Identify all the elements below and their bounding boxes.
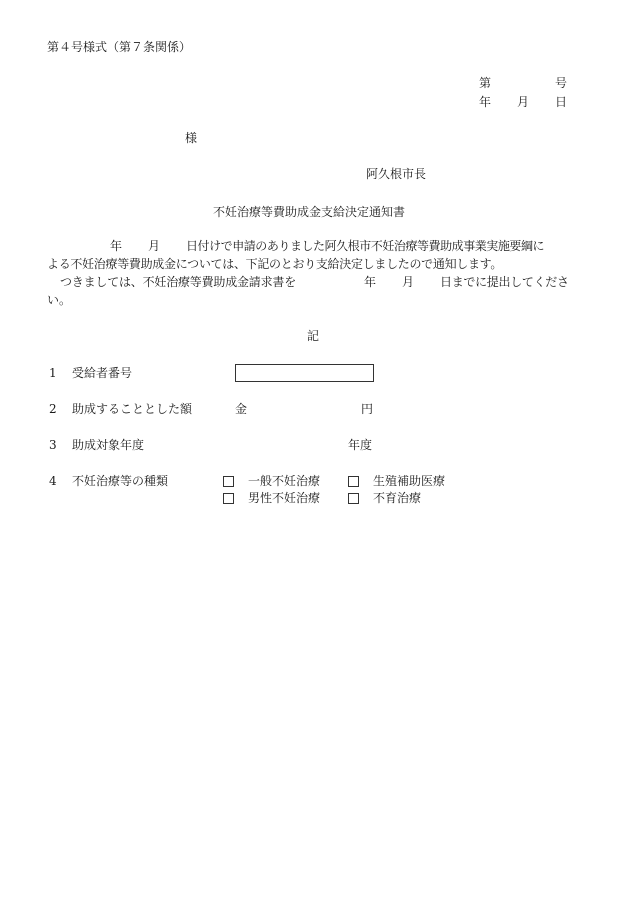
form-number: 第４号様式（第７条関係） — [47, 40, 192, 54]
addressee-suffix: 様 — [185, 131, 198, 145]
body-line3-start: つきましては、不妊治療等費助成金請求書を — [60, 275, 297, 289]
option-male-infertility-label: 男性不妊治療 — [248, 491, 321, 505]
body-line3-rest: 日までに提出してくださ — [440, 275, 569, 289]
checkbox-male-infertility[interactable] — [223, 493, 234, 504]
body-line1-rest: 日付けで申請のありました阿久根市不妊治療等費助成事業実施要綱に — [186, 239, 545, 253]
item-1-label: 受給者番号 — [72, 366, 133, 380]
issuer: 阿久根市長 — [366, 167, 427, 181]
checkbox-assisted-reproduction[interactable] — [348, 476, 359, 487]
body-line2: よる不妊治療等費助成金については、下記のとおり支給決定しましたので通知します。 — [47, 257, 503, 271]
item-4-label: 不妊治療等の種類 — [72, 474, 169, 488]
option-general-infertility-label: 一般不妊治療 — [248, 474, 321, 488]
item-3-label: 助成対象年度 — [72, 438, 145, 452]
body-line3-year: 年 — [364, 275, 377, 289]
doc-number-dai: 第 — [479, 76, 492, 90]
checkbox-general-infertility[interactable] — [223, 476, 234, 487]
item-4-number: 4 — [49, 474, 57, 488]
item-3-number: 3 — [49, 438, 57, 452]
date-day: 日 — [555, 95, 568, 109]
body-line1-month: 月 — [148, 239, 161, 253]
option-recurrent-pregnancy-loss-label: 不育治療 — [373, 491, 422, 505]
item-2-label: 助成することとした額 — [72, 402, 193, 416]
body-line3-month: 月 — [402, 275, 415, 289]
date-month: 月 — [517, 95, 530, 109]
document-title: 不妊治療等費助成金支給決定通知書 — [213, 205, 406, 219]
doc-number-go: 号 — [555, 76, 568, 90]
body-line1-year: 年 — [110, 239, 123, 253]
recipient-number-field[interactable] — [235, 364, 374, 382]
item-1-number: 1 — [49, 366, 57, 380]
fiscal-year-suffix: 年度 — [348, 438, 373, 452]
date-year: 年 — [479, 95, 492, 109]
ki-heading: 記 — [307, 329, 320, 343]
body-line4: い。 — [47, 293, 72, 307]
amount-suffix: 円 — [361, 402, 374, 416]
checkbox-recurrent-pregnancy-loss[interactable] — [348, 493, 359, 504]
option-assisted-reproduction-label: 生殖補助医療 — [373, 474, 446, 488]
amount-prefix: 金 — [235, 402, 248, 416]
item-2-number: 2 — [49, 402, 57, 416]
